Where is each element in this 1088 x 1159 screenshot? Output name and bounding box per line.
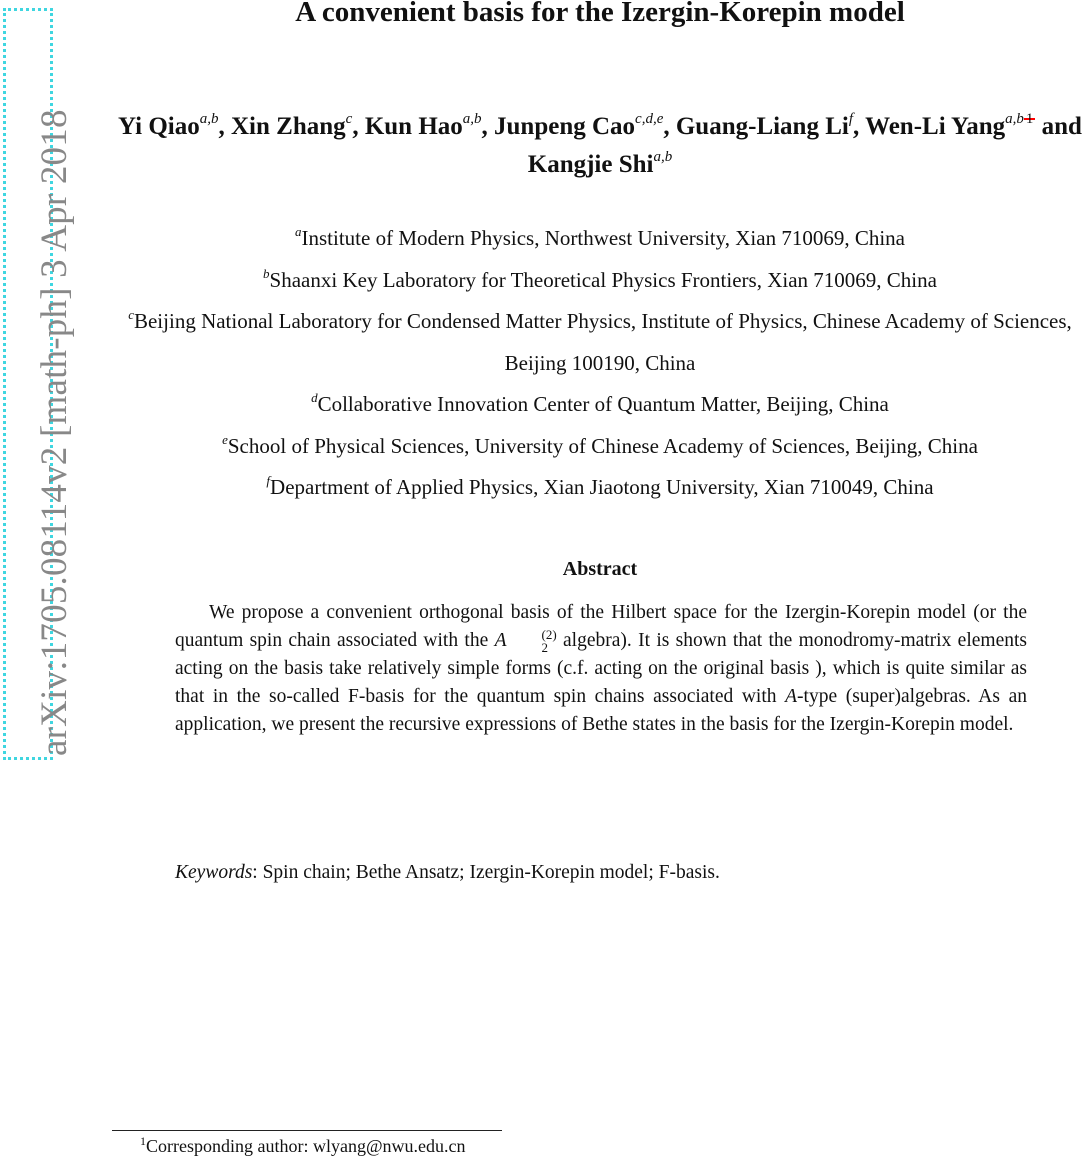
author-separator: ,	[663, 113, 676, 140]
footnote	[140, 1134, 940, 1158]
affiliation-letters: f	[848, 111, 854, 127]
keywords-label: Keywords	[175, 862, 253, 883]
author	[494, 113, 663, 140]
footnote-divider	[112, 1130, 502, 1131]
author-name: Kun Hao	[364, 113, 463, 140]
abstract-heading: Abstract	[562, 558, 638, 580]
footnote-link[interactable]: 1	[1025, 111, 1034, 127]
affiliation-letters: a,b	[653, 149, 673, 165]
abstract-text-3: -type (super)algebras. As an application, we present the recursive expressions of Bethe states in the basis for the Izergin-Korepin model.	[175, 686, 1027, 735]
affiliation	[110, 218, 1088, 260]
affiliation-text: Beijing National Laboratory for Condensed Matter Physics, Institute of Physics, Chinese Academy of Sciences, Beijing 100190, China	[133, 309, 1072, 375]
author-separator: ,	[853, 113, 866, 140]
math-sup: (2)	[541, 627, 557, 642]
author-name: Junpeng Cao	[494, 113, 636, 140]
math-sub: 2	[541, 640, 548, 655]
author-name: Guang-Liang Li	[675, 113, 849, 140]
affiliation-mark: b	[263, 265, 270, 281]
author-name: Wen-Li Yang	[865, 113, 1006, 140]
author	[676, 113, 853, 140]
paper-title: A convenient basis for the Izergin-Korepin model	[295, 0, 905, 28]
author-affiliation-mark	[653, 149, 672, 165]
affiliation-letters: c	[345, 111, 353, 127]
author-separator: ,	[218, 113, 231, 140]
affiliation	[110, 384, 1088, 426]
author	[231, 113, 352, 140]
affiliation-text: Department of Applied Physics, Xian Jiaotong University, Xian 710049, China	[270, 475, 934, 499]
affiliation-mark: f	[266, 473, 271, 488]
math-a2-scripts	[508, 628, 557, 654]
affiliation-letters: a,b	[199, 111, 219, 127]
affiliation-letters: a,b	[1005, 111, 1024, 127]
affiliation	[110, 467, 1088, 509]
affiliation-text: Institute of Modern Physics, Northwest University, Xian 710069, China	[301, 226, 905, 250]
author-affiliation-mark	[200, 111, 219, 127]
author-affiliation-mark	[1005, 111, 1035, 127]
author	[528, 151, 672, 178]
footnote-text: Corresponding author: wlyang@nwu.edu.cn	[146, 1136, 466, 1156]
arxiv-stamp[interactable]: arXiv:1705.08114v2 [math-ph] 3 Apr 2018	[34, 109, 75, 756]
keywords	[175, 859, 1027, 887]
author	[365, 113, 482, 140]
affiliation-mark: d	[311, 390, 318, 405]
abstract-body	[175, 599, 1027, 739]
author-name: Yi Qiao	[118, 113, 200, 140]
affiliation-list	[110, 218, 1088, 509]
author-name: Xin Zhang	[231, 113, 346, 140]
affiliation-text: Shaanxi Key Laboratory for Theoretical Physics Frontiers, Xian 710069, China	[269, 267, 937, 292]
author	[118, 113, 218, 140]
affiliation-mark: e	[222, 431, 228, 447]
affiliation-mark: a	[295, 224, 302, 239]
affiliation	[110, 426, 1088, 468]
keywords-text: : Spin chain; Bethe Ansatz; Izergin-Korepin model; F-basis.	[252, 862, 720, 883]
affiliation-text: Collaborative Innovation Center of Quantum Matter, Beijing, China	[317, 392, 889, 416]
footnote-mark: 1	[140, 1134, 146, 1148]
abstract-text-1: We propose a convenient orthogonal basis of the Hilbert space for the Izergin-Korepin model (or the quantum spin chain associated with the	[175, 602, 1027, 651]
affiliation-mark: c	[128, 307, 134, 322]
author-separator: and	[1035, 113, 1088, 140]
affiliation-letters: c,d,e	[635, 111, 664, 127]
author-name: Kangjie Shi	[527, 151, 654, 178]
author-separator: ,	[481, 113, 495, 140]
math-a2-twisted: A	[494, 630, 507, 651]
math-a: A	[785, 686, 798, 707]
author-affiliation-mark	[463, 111, 482, 127]
affiliation	[110, 301, 1088, 384]
abstract-text-2: algebra). It is shown that the monodromy-matrix elements acting on the basis take relatively simple forms (c.f. acting on the original basis ), which is quite similar as that in the so-called F-basis for the quantum spin chains associated with	[175, 630, 1027, 707]
author-affiliation-mark	[635, 111, 663, 127]
author	[865, 113, 1035, 140]
author-separator: ,	[352, 113, 365, 140]
affiliation	[110, 260, 1088, 302]
affiliation-letters: a,b	[462, 111, 482, 127]
affiliation-text: School of Physical Sciences, University of Chinese Academy of Sciences, Beijing, China	[227, 433, 978, 458]
author-list	[110, 108, 1088, 184]
